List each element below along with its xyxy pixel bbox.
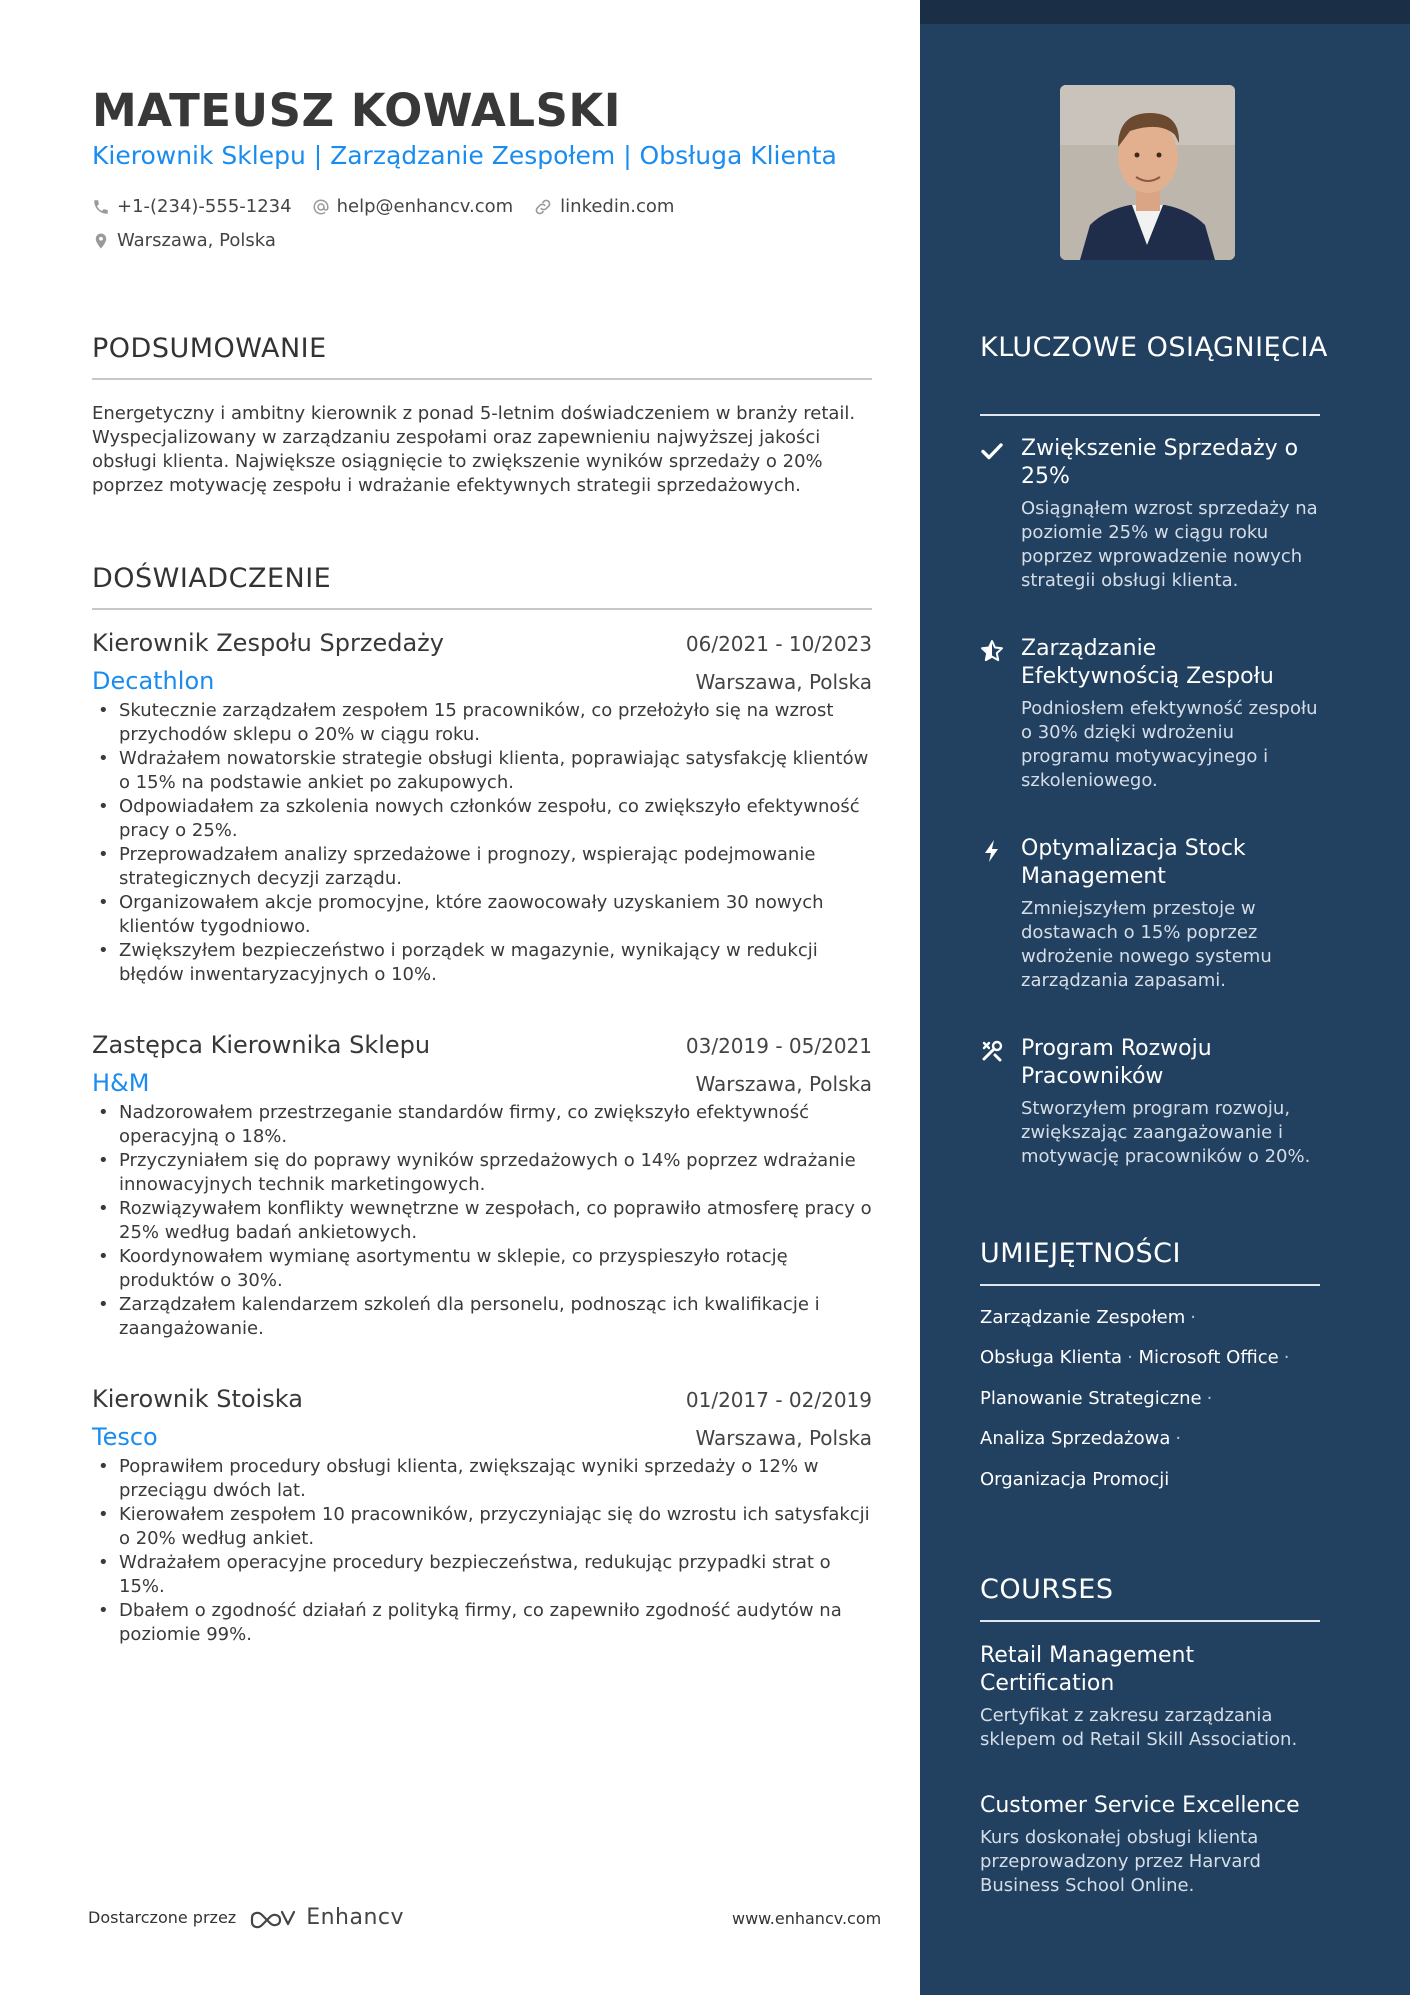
- job-bullet: • Kierowałem zespołem 10 pracowników, przyczyniając się do wzrostu ich satysfakcji o 20% według ankiet.: [92, 1503, 872, 1551]
- location-row: [92, 230, 296, 251]
- achievement-item: [980, 835, 1320, 993]
- job-bullet: • Przeprowadzałem analizy sprzedażowe i prognozy, wspierając podejmowanie strategicznych decyzji zarządu.: [92, 843, 872, 891]
- achievement-item: [980, 1035, 1320, 1169]
- phone-icon: [92, 198, 110, 216]
- job-company: Tesco: [92, 1423, 158, 1451]
- profile-photo: [1060, 85, 1235, 260]
- job-location: Warszawa, Polska: [695, 670, 872, 694]
- experience-title: DOŚWIADCZENIE: [92, 563, 332, 594]
- brand-name: Enhancv: [306, 1905, 405, 1930]
- job-bullet: • Wdrażałem operacyjne procedury bezpieczeństwa, redukując przypadki strat o 15%.: [92, 1551, 872, 1599]
- sidebar: [920, 0, 1410, 1995]
- achievements-title: KLUCZOWE OSIĄGNIĘCIA: [980, 332, 1328, 363]
- job-entry: [92, 1385, 872, 1647]
- achievement-title: Zarządzanie Efektywnością Zespołu: [1021, 636, 1274, 689]
- job-bullet: • Wdrażałem nowatorskie strategie obsługi klienta, poprawiając satysfakcję klientów o 15% na podstawie ankiet po zakupowych.: [92, 747, 872, 795]
- skill-item: Analiza Sprzedażowa ·: [980, 1428, 1182, 1449]
- skills-divider: [980, 1284, 1320, 1286]
- email-text: help@enhancv.com: [336, 196, 514, 217]
- phone-text: +1-(234)-555-1234: [117, 196, 292, 217]
- summary-divider: [92, 378, 872, 380]
- job-bullets: [92, 699, 872, 987]
- job-title: Kierownik Zespołu Sprzedaży: [92, 629, 444, 657]
- job-bullet: • Odpowiadałem za szkolenia nowych członków zespołu, co zwiększyło efektywność pracy o 25%.: [92, 795, 872, 843]
- achievement-title: Program Rozwoju Pracowników: [1021, 1036, 1212, 1089]
- job-title: Kierownik Stoiska: [92, 1385, 303, 1413]
- contact-row: [92, 196, 694, 217]
- course-desc: Kurs doskonałej obsługi klienta przeprowadzony przez Harvard Business School Online.: [980, 1827, 1261, 1896]
- job-bullet: • Skutecznie zarządzałem zespołem 15 pracowników, co przełożyło się na wzrost przychodów sklepu o 20% w ciągu roku.: [92, 699, 872, 747]
- job-dates: 03/2019 - 05/2021: [685, 1034, 872, 1058]
- achievement-desc: Osiągnąłem wzrost sprzedaży na poziomie 25% w ciągu roku poprzez wprowadzenie nowych strategii obsługi klienta.: [1021, 498, 1318, 591]
- job-bullet: • Przyczyniałem się do poprawy wyników sprzedażowych o 14% poprzez wdrażanie innowacyjnych technik marketingowych.: [92, 1149, 872, 1197]
- headline: Kierownik Sklepu | Zarządzanie Zespołem | Obsługa Klienta: [92, 141, 837, 170]
- linkedin-item[interactable]: [533, 196, 674, 217]
- job-location: Warszawa, Polska: [695, 1072, 872, 1096]
- star-half-icon: [980, 639, 1004, 663]
- achievements-divider: [980, 414, 1320, 416]
- experience-divider: [92, 608, 872, 610]
- job-bullet: • Rozwiązywałem konflikty wewnętrzne w zespołach, co poprawiło atmosferę pracy o 25% według badań ankietowych.: [92, 1197, 872, 1245]
- job-bullet: • Dbałem o zgodność działań z polityką firmy, co zapewniło zgodność audytów na poziomie 99%.: [92, 1599, 872, 1647]
- footer-branding: [88, 1905, 404, 1930]
- job-company: Decathlon: [92, 667, 215, 695]
- job-bullets: [92, 1455, 872, 1647]
- sidebar-top-bar: [920, 0, 1410, 24]
- location-pin-icon: [92, 231, 110, 251]
- tools-icon: [980, 1039, 1004, 1063]
- course-title: Retail Management Certification: [980, 1643, 1195, 1696]
- course-title: Customer Service Excellence: [980, 1793, 1300, 1818]
- job-title: Zastępca Kierownika Sklepu: [92, 1031, 431, 1059]
- skill-item: Zarządzanie Zespołem ·: [980, 1307, 1197, 1328]
- bolt-icon: [980, 839, 1004, 863]
- job-entry: [92, 1031, 872, 1341]
- powered-by-text: Dostarczone przez: [88, 1908, 237, 1927]
- courses-divider: [980, 1620, 1320, 1622]
- job-dates: 01/2017 - 02/2019: [685, 1388, 872, 1412]
- enhancv-logo-icon: [248, 1906, 298, 1930]
- achievement-desc: Stworzyłem program rozwoju, zwiększając zaangażowanie i motywację pracowników o 20%.: [1021, 1098, 1311, 1167]
- linkedin-text: linkedin.com: [560, 196, 675, 217]
- job-location: Warszawa, Polska: [695, 1426, 872, 1450]
- location-item: [92, 230, 276, 251]
- course-item: [980, 1642, 1320, 1752]
- job-company: H&M: [92, 1069, 150, 1097]
- summary-text: Energetyczny i ambitny kierownik z ponad 5-letnim doświadczeniem w branży retail. Wyspecjalizowany w zarządzaniu zespołami oraz zapewnieniu najwyższej jakości obsługi klienta. Największe osiągnięcie to zwiększenie wyników sprzedaży o 20% poprzez motywację zespołu i wdrażanie efektywnych strategii sprzedażowych.: [92, 403, 856, 496]
- skill-item: Organizacja Promocji: [980, 1469, 1170, 1490]
- job-bullet: • Poprawiłem procedury obsługi klienta, zwiększając wyniki sprzedaży o 12% w przeciągu dwóch lat.: [92, 1455, 872, 1503]
- achievement-item: [980, 635, 1320, 793]
- skills-title: UMIEJĘTNOŚCI: [980, 1238, 1181, 1269]
- courses-title: COURSES: [980, 1574, 1114, 1605]
- at-icon: [312, 198, 330, 216]
- job-entry: [92, 629, 872, 987]
- job-bullet: • Koordynowałem wymianę asortymentu w sklepie, co przyspieszyło rotację produktów o 30%.: [92, 1245, 872, 1293]
- job-bullet: • Organizowałem akcje promocyjne, które zaowocowały uzyskaniem 30 nowych klientów tygodniowo.: [92, 891, 872, 939]
- job-bullet: • Zwiększyłem bezpieczeństwo i porządek w magazynie, wynikający w redukcji błędów inwentaryzacyjnych o 10%.: [92, 939, 872, 987]
- candidate-name: MATEUSZ KOWALSKI: [92, 84, 622, 137]
- course-desc: Certyfikat z zakresu zarządzania sklepem od Retail Skill Association.: [980, 1705, 1298, 1750]
- phone-item: [92, 196, 292, 217]
- job-bullet: • Zarządzałem kalendarzem szkoleń dla personelu, podnosząc ich kwalifikacje i zaangażowanie.: [92, 1293, 872, 1341]
- check-icon: [980, 439, 1004, 463]
- skill-item: Obsługa Klienta · Microsoft Office ·: [980, 1347, 1290, 1368]
- skill-item: Planowanie Strategiczne ·: [980, 1388, 1213, 1409]
- achievement-desc: Zmniejszyłem przestoje w dostawach o 15% poprzez wdrożenie nowego systemu zarządzania zapasami.: [1021, 898, 1272, 991]
- job-bullet: • Nadzorowałem przestrzeganie standardów firmy, co zwiększyło efektywność operacyjną o 18%.: [92, 1101, 872, 1149]
- link-icon: [533, 197, 553, 217]
- location-text: Warszawa, Polska: [117, 230, 276, 251]
- summary-title: PODSUMOWANIE: [92, 333, 327, 364]
- website-link[interactable]: www.enhancv.com: [732, 1909, 882, 1928]
- job-bullets: [92, 1101, 872, 1341]
- achievement-item: [980, 435, 1320, 593]
- achievement-desc: Podniosłem efektywność zespołu o 30% dzięki wdrożeniu programu motywacyjnego i szkoleniowego.: [1021, 698, 1318, 791]
- achievement-title: Optymalizacja Stock Management: [1021, 836, 1246, 889]
- course-item: [980, 1792, 1320, 1898]
- job-dates: 06/2021 - 10/2023: [685, 632, 872, 656]
- achievement-title: Zwiększenie Sprzedaży o 25%: [1021, 436, 1299, 489]
- email-item[interactable]: [312, 196, 514, 217]
